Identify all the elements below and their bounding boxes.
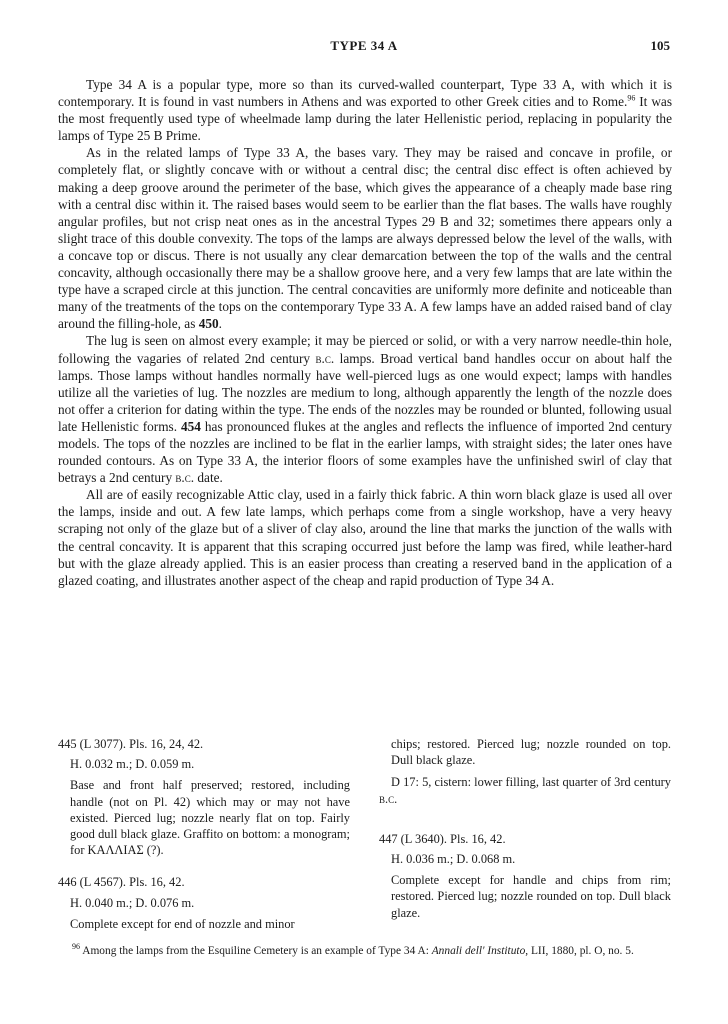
catalog-ref: 454	[181, 418, 201, 434]
running-title: TYPE 34 A	[330, 38, 398, 53]
entry-heading: 447 (L 3640). Pls. 16, 42.	[379, 831, 506, 846]
catalog-column-right	[379, 736, 671, 921]
footnote-mark: 96	[72, 942, 80, 952]
entry-heading: 446 (L 4567). Pls. 16, 42.	[58, 875, 185, 890]
paragraph-2: As in the related lamps of Type 33 A, the bases vary. They may be raised and concave in profile, or completely flat, or slightly concave with or without a central disc; the central disc effect is often achieved by making a deep groove around the perimeter of the base, which gives the appearance of a cheaply made base ring with a central disc within it. The raised bases would seem to be earlier than the flat bases. The walls have roughly angular profiles, but not crisp neat ones as in the ancestral Types 29 B and 32; sometimes there appears only a slight trace of this double convexity. The tops of the lamps are always depressed below the level of the walls, with a concave top or discus. There is not usually any clear demarcation between the top of the walls and the central concavity, although occasionally there may be a shallow groove here, and a very few lamps that are late within the type have a scraped circle at this junction. The central concavities are uniformly more definite and noticeable than many of the treatments of the tops on the contemporary Type 33 A. A few lamps have an added raised band of clay around the filling-hole, as 450.	[58, 145, 672, 332]
entry-dimensions: H. 0.040 m.; D. 0.076 m.	[70, 895, 195, 910]
body-text	[58, 76, 672, 589]
catalog-entry-447	[379, 831, 671, 921]
paragraph-3: The lug is seen on almost every example; it may be pierced or solid, or with a very narrow needle-thin hole, following the vagaries of related 2nd century b.c. lamps. Broad vertical band handles occur on about half the lamps. Those lamps without handles normally have well-pierced lugs as one would expect; lamps with handles utilize all the varieties of lug. The nozzles are medium to long, although apparently the length of the nozzle does not offer a criterion for dating within the type. The ends of the nozzles may be rounded or blunted, following usual late Hellenistic forms. 454 has pronounced flukes at the angles and reflects the influence of imported 2nd century models. The tops of the nozzles are inclined to be flat in the earlier lamps, with straight sides; the later ones have rounded contours. As on Type 33 A, the interior floors of some examples have the unfinished swirl of clay that betrays a 2nd century b.c. date.	[58, 333, 673, 486]
paragraph-1: Type 34 A is a popular type, more so than its curved-walled counterpart, Type 33 A, with which it is contemporary. It is found in vast numbers in Athens and was exported to other Greek cities and to Rome.$^{96}$ It was the most frequently used type of wheelmade lamp during the later Hellenistic period, replacing in popularity the lamps of Type 25 B Prime.	[58, 77, 672, 144]
catalog-ref: 450	[198, 316, 219, 332]
page-number: 105	[650, 38, 670, 53]
catalog-column-left	[58, 736, 350, 932]
entry-description: Base and front half preserved; restored, including handle (not on Pl. 42) which may or may not have existed. Pierced lug; nozzle nearly flat on top. Fairly good dull black glaze. Graffito on bottom: a monogram; for ΚΑΛΛΙΑΣ (?).	[70, 778, 350, 858]
running-header	[0, 38, 728, 58]
footnote: $^{96}$ Among the lamps from the Esquiline Cemetery is an example of Type 34 A: Annali dell' Instituto, LII, 1880, pl. O, no. 5.	[72, 942, 634, 957]
entry-dimensions: H. 0.032 m.; D. 0.059 m.	[70, 757, 195, 772]
catalog-entry-445	[58, 736, 350, 858]
footnote-ref: 96	[627, 93, 636, 103]
entry-dimensions: H. 0.036 m.; D. 0.068 m.	[391, 852, 516, 867]
entry-description-continued: chips; restored. Pierced lug; nozzle rounded on top. Dull black glaze.	[391, 737, 671, 768]
catalog-entry-446	[58, 874, 350, 932]
entry-heading: 445 (L 3077). Pls. 16, 24, 42.	[58, 737, 204, 751]
journal-title: Annali dell' Instituto	[431, 945, 526, 957]
entry-deposit: D 17: 5, cistern: lower filling, last quarter of 3rd century b.c.	[379, 775, 671, 806]
entry-description: Complete except for handle and chips from rim; restored. Pierced lug; nozzle rounded on top. Dull black glaze.	[391, 873, 671, 920]
entry-description: Complete except for end of nozzle and minor	[70, 916, 295, 931]
paragraph-4: All are of easily recognizable Attic clay, used in a fairly thick fabric. A thin worn black glaze is used all over the lamps, inside and out. A few late lamps, which perhaps come from a single workshop, have a very heavy scraping not only of the glaze but of a sliver of clay also, around the line that marks the junction of the walls with the central concavity. It is apparent that this scraping occurred just before the lamp was fired, while leather-hard but with the glaze already applied. This is an easier process than creating a reserved band in the application of a glazed coating, and illustrates another aspect of the cheap and rapid production of Type 34 A.	[58, 487, 672, 588]
